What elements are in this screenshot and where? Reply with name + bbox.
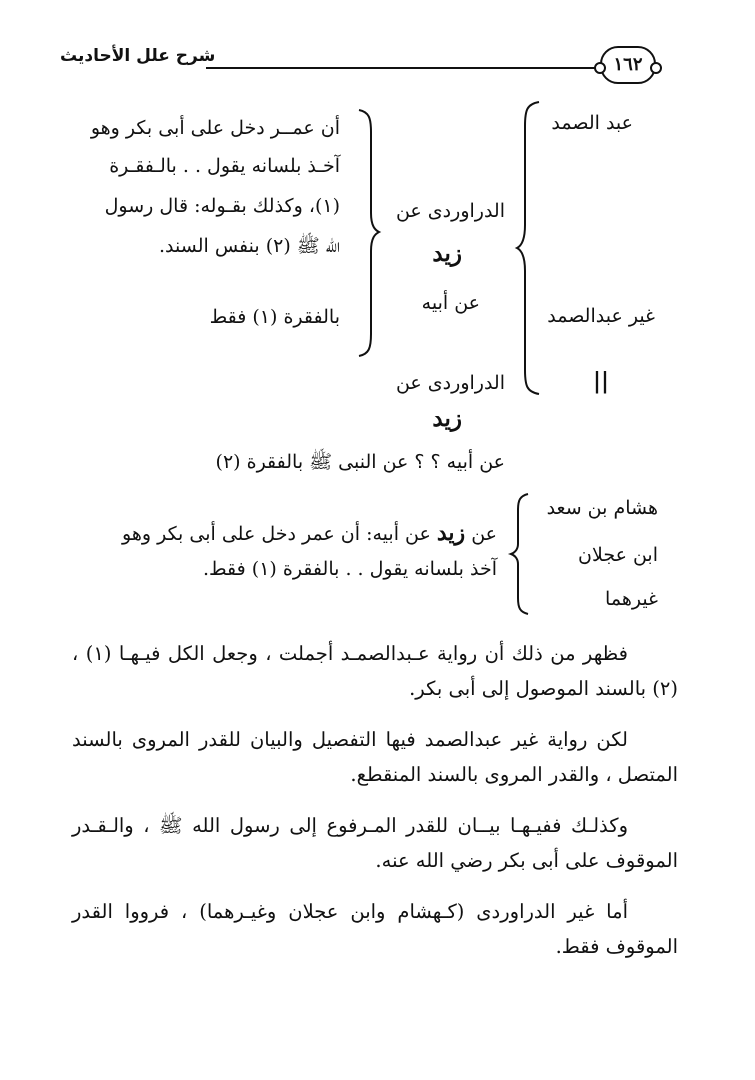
narrator-hisham: هشام بن سعد	[546, 497, 658, 519]
running-title: شرح علل الأحاديث	[60, 46, 216, 66]
chain-a-name: زيد	[432, 240, 462, 267]
narrator-ghayr-abd-al-samad: غير عبدالصمد	[547, 305, 655, 327]
paragraph-1: فظهر من ذلك أن رواية عـبدالصمـد أجملت ، وجعل الكل فيـهـا (١) ، (٢) بالسند الموصول إلى أبى بكر.	[72, 642, 678, 700]
divider-mark: ||	[593, 368, 610, 394]
chain-a-line1: الدراوردى عن	[395, 200, 505, 222]
text-b-rest: عن أبيه: أن عمر دخل على أبى بكر وهو	[122, 523, 437, 545]
narrator-others: غيرهما	[605, 588, 658, 610]
text-b-line1	[122, 520, 497, 546]
text-b-line2: آخذ بلسانه يقول . . بالفقرة (١) فقط.	[202, 558, 497, 580]
brace-chain-a	[355, 108, 385, 358]
brace-narrators-2	[508, 492, 533, 617]
text-a-line1: أن عمــر دخل على أبى بكر وهو	[90, 117, 340, 139]
paragraph-2: لكن رواية غير عبدالصمد فيها التفصيل والبيان للقدر المروى بالسند المتصل ، والقدر المروى بالسند المنقطع.	[72, 728, 678, 786]
narrator-ibn-ajlan: ابن عجلان	[578, 544, 658, 566]
text-a-line2: آخـذ بلسانه يقول . . بالـفقـرة	[109, 155, 340, 177]
paragraph-4: أما غير الدراوردى (كـهشام وابن عجلان وغيـرهما) ، فرووا القدر الموقوف فقط.	[72, 900, 678, 958]
narrator-abd-al-samad: عبد الصمد	[551, 112, 633, 134]
page-number: ١٦٢	[600, 46, 656, 84]
chain-a-line3: عن أبيه	[421, 292, 480, 314]
chain-b-name: زيد	[432, 405, 462, 432]
chain-b-line1: الدراوردى عن	[395, 372, 505, 394]
chain-b-line3: عن أبيه ؟ ؟ عن النبى ﷺ بالفقرة (٢)	[215, 451, 505, 473]
text-a-line3: (١)، وكذلك بقـوله: قال رسول	[104, 195, 340, 217]
note-a: بالفقرة (١) فقط	[209, 306, 340, 328]
text-a-line4: الله ﷺ (٢) بنفس السند.	[159, 235, 340, 257]
text-b-name: زيد	[436, 520, 466, 546]
header-rule	[206, 67, 598, 69]
paragraph-3: وكذلـك ففيـهـا بيــان للقدر المـرفوع إلى رسول الله ﷺ ، والـقـدر الموقوف على أبى بكر رضي الله عنه.	[72, 814, 678, 872]
text-b-prefix: عن	[465, 523, 497, 545]
brace-narrators	[515, 100, 545, 400]
